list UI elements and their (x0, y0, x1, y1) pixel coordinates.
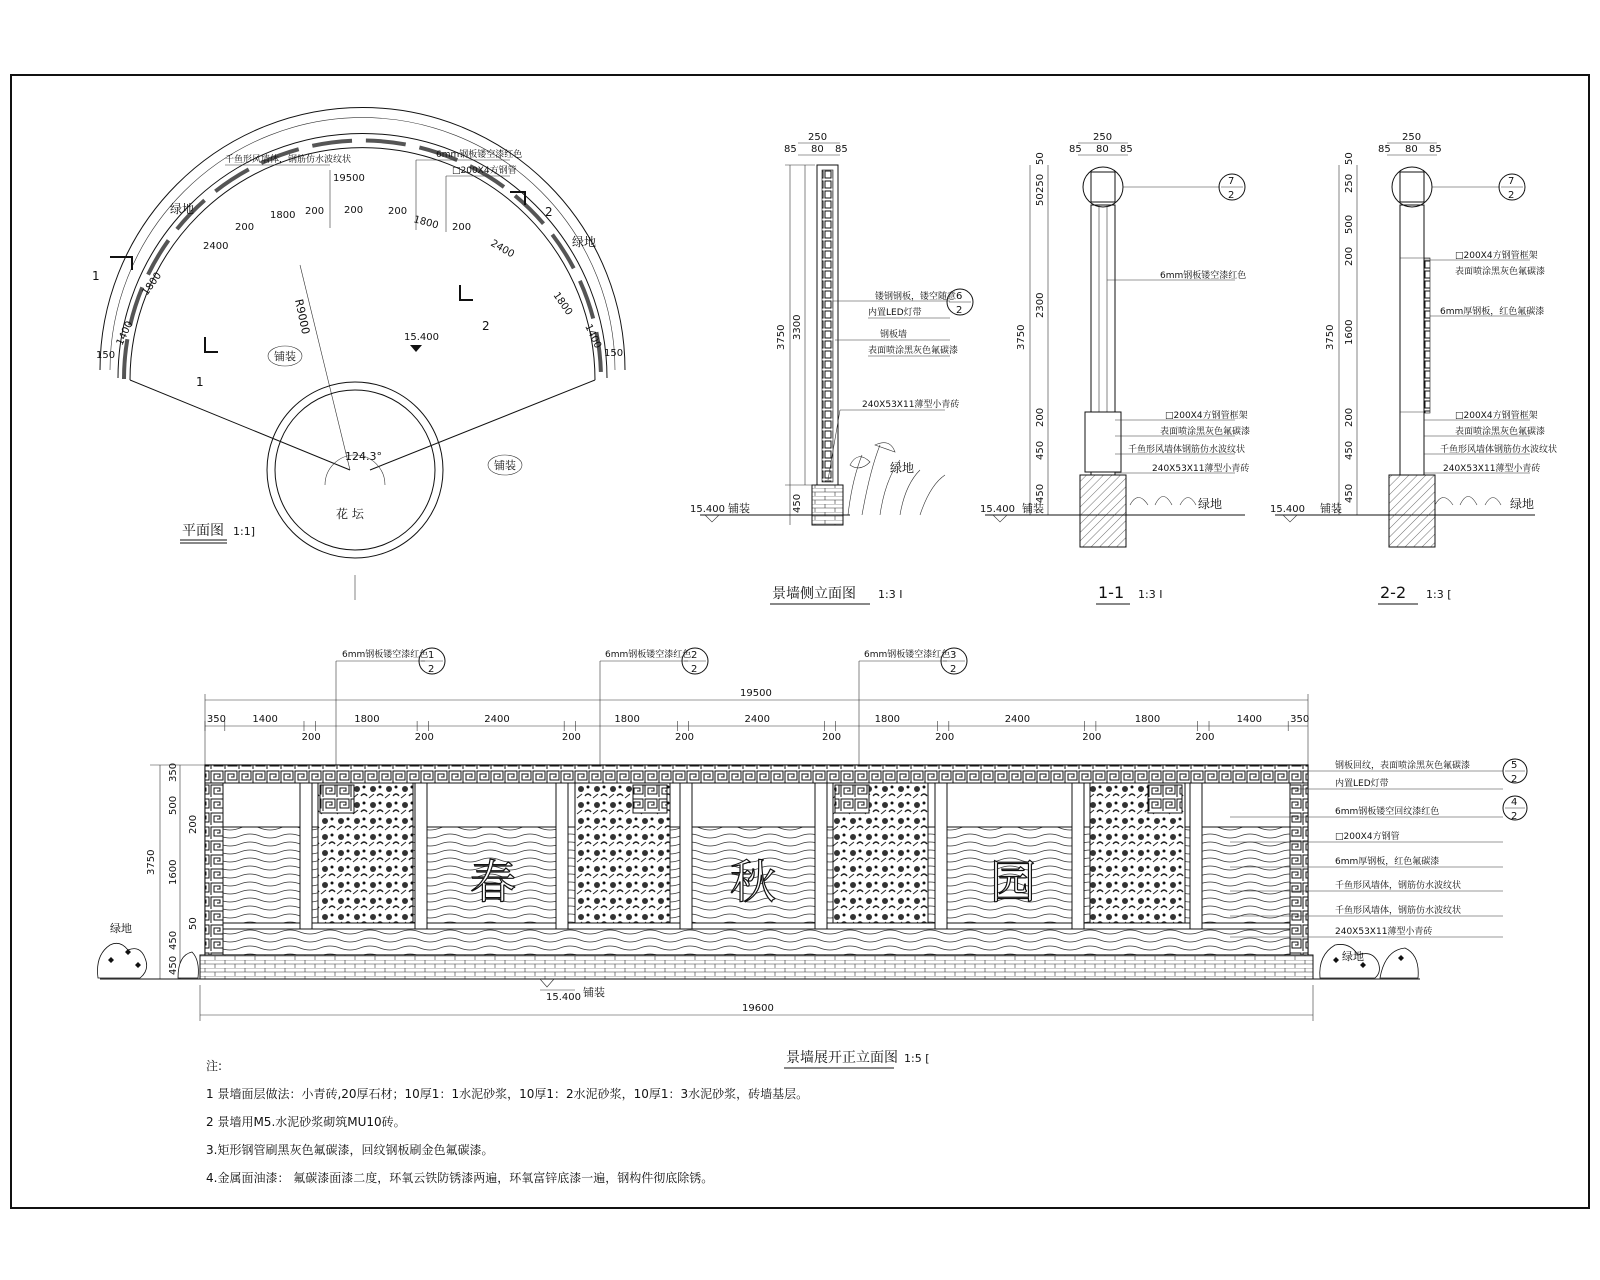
section-mark-1a: 1 (92, 269, 100, 283)
front-left-dim: 450 (168, 955, 179, 975)
plan-dim: 1800 (550, 290, 575, 318)
front-right-note: 240X53X11薄型小青砖 (1335, 927, 1433, 937)
s2-elevation-value: 15.400 (1270, 504, 1305, 515)
steel-post (556, 783, 568, 929)
plan-dim: 150 (604, 348, 624, 359)
s2-note: 6mm厚钢板，红色氟碳漆 (1440, 307, 1545, 317)
s2-dim: 85 (1429, 144, 1442, 155)
fret-block (1148, 785, 1182, 813)
front-top-dim: 1800 (354, 714, 380, 725)
s2-dim: 50 (1344, 152, 1355, 165)
s2-column (1400, 205, 1424, 475)
front-left-dim: 200 (188, 814, 199, 834)
wave-band-lower (223, 929, 1290, 955)
front-top-dim: 1800 (874, 714, 901, 725)
plan-dim: 1800 (140, 270, 165, 298)
s1-callout-den: 2 (1228, 190, 1235, 201)
s2-note: □200X4方钢管框架 (1455, 251, 1538, 261)
plan-wall-outer (118, 134, 607, 378)
s2-dim: 80 (1405, 144, 1418, 155)
plan-dim: 1800 (412, 214, 440, 232)
steel-post (1190, 783, 1202, 929)
s2-dim: 200 (1344, 246, 1355, 266)
s1-note: 6mm钢板镂空漆红色 (1160, 271, 1247, 281)
s1-dim: 450 (1035, 483, 1046, 503)
front-right-note: □200X4方钢管 (1335, 832, 1400, 842)
s2-green-label: 绿地 (1510, 497, 1535, 511)
front-left-dim: 350 (168, 762, 179, 782)
plan-dim: 200 (388, 206, 408, 217)
s1-elevation-value: 15.400 (980, 504, 1015, 515)
s2-callout-den: 2 (1508, 190, 1515, 201)
general-notes (206, 1059, 808, 1185)
plant-icon (1130, 497, 1196, 506)
section-mark-2b: 2 (482, 319, 490, 333)
s2-note: 240X53X11薄型小青砖 (1443, 464, 1541, 474)
front-top-dim: 1400 (252, 714, 278, 725)
plan-scale: 1:1] (233, 525, 255, 538)
note-item: 4.金属面油漆： 氟碳漆面漆二度，环氧云铁防锈漆两遍，环氧富锌底漆一遍，钢构件彻底除锈。 (206, 1171, 714, 1185)
front-right-note: 内置LED灯带 (1335, 779, 1389, 789)
side-dim: 80 (811, 144, 824, 155)
flowerbed-inner (275, 390, 435, 550)
front-top-dims (205, 714, 1309, 743)
note-item: 2 景墙用M5.水泥砂浆砌筑MU10砖。 (206, 1115, 406, 1129)
s1-dim: 450 (1035, 440, 1046, 460)
front-small-dim: 200 (935, 732, 955, 743)
front-total-top: 19500 (740, 688, 772, 699)
front-top-dim: 2400 (744, 714, 770, 725)
front-green-left: 绿地 (110, 922, 132, 935)
s1-note: 表面喷涂黑灰色氟碳漆 (1160, 427, 1251, 437)
fret-block (320, 785, 354, 813)
s2-dim: 250 (1344, 173, 1355, 193)
flowerbed-outer (267, 382, 443, 558)
front-left-dim: 3750 (146, 849, 157, 875)
s1-dim: 3750 (1016, 324, 1027, 350)
side-dim: 250 (808, 132, 828, 143)
front-callout-num: 2 (691, 650, 698, 661)
note-item: 1 景墙面层做法：小青砖,20厚石材；10厚1：1水泥砂浆，10厚1：2水泥砂浆，10厚1：3水泥砂浆，砖墙基层。 (206, 1087, 809, 1101)
plan-dim: 200 (235, 222, 255, 233)
steel-post (680, 783, 692, 929)
s1-dim: 2300 (1035, 292, 1046, 318)
char-yuan: 园 (990, 855, 1036, 909)
side-note: 表面喷涂黑灰色氟碳漆 (868, 346, 959, 356)
steel-post (415, 783, 427, 929)
s1-green-label: 绿地 (1198, 497, 1223, 511)
side-dim: 3300 (792, 314, 803, 340)
section-mark-2a: 2 (545, 205, 553, 219)
plan-green-right: 绿地 (572, 235, 597, 249)
s2-dim: 500 (1344, 214, 1355, 234)
s1-note: 千鱼形风墙体钢筋仿水波纹状 (1128, 445, 1246, 455)
plan-callout-steel-plate: 6mm钢板镂空漆红色 (436, 150, 523, 160)
plan-paving-b: 铺装 (494, 459, 516, 472)
fret-block (633, 785, 667, 813)
front-callout-num: 1 (428, 650, 435, 661)
front-paving-label: 铺装 (583, 986, 605, 999)
s1-dim: 85 (1120, 144, 1133, 155)
s2-scale: 1:3 [ (1426, 588, 1452, 601)
front-top-dim: 1800 (614, 714, 640, 725)
elevation-marker-icon (410, 345, 422, 352)
sheet-border (11, 75, 1589, 1208)
s2-paving-label: 铺装 (1320, 502, 1342, 515)
front-right-note: 钢板回纹，表面喷涂黑灰色氟碳漆 (1335, 761, 1471, 771)
fret-border-top (205, 765, 1308, 783)
front-top-dim: 1800 (1134, 714, 1161, 725)
side-title: 景墙侧立面图 (772, 586, 856, 602)
plan-flowerbed-label: 花 坛 (336, 507, 364, 521)
plan-green-left: 绿地 (170, 202, 195, 216)
s2-note: 表面喷涂黑灰色氟碳漆 (1455, 427, 1546, 437)
front-right-callout-den: 2 (1511, 774, 1518, 785)
s1-dim: 85 (1069, 144, 1082, 155)
plan-dim: 2400 (488, 238, 517, 261)
front-elevation-value: 15.400 (546, 992, 581, 1003)
s1-note: □200X4方钢管框架 (1165, 411, 1248, 421)
front-callout-den: 2 (950, 664, 957, 675)
section-mark-1b: 1 (196, 375, 204, 389)
side-callout-num: 6 (956, 291, 963, 302)
plan-dim: 1400 (582, 322, 604, 351)
s1-callout-num: 7 (1228, 176, 1235, 187)
notes-heading: 注: (206, 1059, 223, 1073)
front-right-note: 6mm厚钢板，红色氟碳漆 (1335, 857, 1440, 867)
front-left-dim: 450 (168, 930, 179, 950)
side-note: 镂钢钢板，镂空随意 (875, 292, 957, 302)
s2-callout-num: 7 (1508, 176, 1515, 187)
side-elevation-value: 15.400 (690, 504, 725, 515)
section-1-1 (980, 132, 1250, 604)
front-callout-text: 6mm钢板镂空漆红色 (605, 650, 692, 660)
s2-tube-section (1392, 167, 1432, 207)
front-right-callout-den: 2 (1511, 811, 1518, 822)
front-small-dim: 200 (561, 732, 581, 743)
s1-dim: 200 (1035, 407, 1046, 427)
front-top-dim: 2400 (484, 714, 510, 725)
side-green-label: 绿地 (890, 461, 915, 475)
plan-dim: 200 (344, 205, 364, 216)
side-dim: 85 (835, 144, 848, 155)
s1-footing (1080, 475, 1126, 547)
front-top-dim: 1400 (1236, 714, 1263, 725)
front-title: 景墙展开正立面图 (786, 1050, 898, 1066)
steel-post (815, 783, 827, 929)
s2-dim: 85 (1378, 144, 1391, 155)
front-small-dim: 200 (822, 732, 842, 743)
s2-dim: 3750 (1325, 324, 1336, 350)
plan-elevation: 15.400 (404, 332, 439, 343)
front-elevation (98, 648, 1528, 1068)
fret-block (835, 785, 869, 813)
plan-radius: R9000 (292, 297, 313, 336)
front-callout-text: 6mm钢板镂空漆红色 (864, 650, 951, 660)
front-top-dim: 2400 (1004, 714, 1031, 725)
front-right-note: 千鱼形风墙体，钢筋仿水波纹状 (1335, 906, 1462, 916)
s1-title: 1-1 (1098, 583, 1125, 602)
plan-paving-a: 铺装 (274, 350, 296, 363)
steel-post (935, 783, 947, 929)
s1-dim: 250 (1035, 173, 1046, 193)
front-small-dim: 200 (1082, 732, 1102, 743)
front-callout-num: 3 (950, 650, 957, 661)
plant-icon (1435, 497, 1501, 506)
s1-paving-label: 铺装 (1022, 502, 1044, 515)
plan-dim: 1400 (114, 319, 136, 348)
front-callout-den: 2 (428, 664, 435, 675)
s1-dim: 50 (1035, 193, 1046, 206)
front-total-bottom: 19600 (742, 1003, 774, 1014)
s1-scale: 1:3 I (1138, 588, 1163, 601)
char-chun: 春 (470, 855, 516, 909)
front-top-dim: 350 (1290, 714, 1310, 725)
fret-border-left (205, 783, 223, 955)
plan-arc-outer (100, 108, 625, 371)
front-left-dim: 1600 (168, 859, 179, 885)
side-dim: 450 (792, 493, 803, 513)
front-callout-text: 6mm钢板镂空漆红色 (342, 650, 429, 660)
front-left-dim: 500 (168, 795, 179, 815)
s2-title: 2-2 (1380, 583, 1407, 602)
front-top-dim: 350 (206, 714, 226, 725)
note-item: 3.矩形钢管刷黑灰色氟碳漆，回纹钢板刷金色氟碳漆。 (206, 1143, 494, 1157)
side-scale: 1:3 I (878, 588, 903, 601)
side-callout-den: 2 (956, 305, 963, 316)
front-scale: 1:5 [ (904, 1052, 930, 1065)
plant-icon (848, 445, 945, 515)
front-small-dim: 200 (674, 732, 695, 743)
plan-dim: 200 (452, 222, 472, 233)
s1-tube-section (1083, 167, 1123, 207)
plan-callout-tube: □200X4方钢管 (452, 166, 517, 176)
front-right-callout-num: 4 (1511, 797, 1518, 808)
side-note: 钢板墙 (880, 330, 908, 340)
plan-view (92, 108, 625, 601)
side-note: 内置LED灯带 (868, 308, 922, 318)
steel-post (300, 783, 312, 929)
s1-dim: 250 (1093, 132, 1113, 143)
s2-note: 千鱼形风墙体钢筋仿水波纹状 (1440, 445, 1558, 455)
s1-note: 240X53X11薄型小青砖 (1152, 464, 1250, 474)
side-elevation (690, 132, 973, 604)
brick-base (200, 955, 1313, 979)
s2-note: 表面喷涂黑灰色氟碳漆 (1455, 267, 1546, 277)
front-small-dim: 200 (1195, 732, 1215, 743)
s1-dim: 50 (1035, 152, 1046, 165)
plan-angle: 124.3° (345, 450, 382, 463)
front-right-note: 6mm钢板镂空回纹漆红色 (1335, 807, 1440, 817)
plan-callout-wall: 千鱼形风墙体，钢筋仿水波纹状 (225, 155, 352, 165)
front-small-dim: 200 (301, 732, 321, 743)
s2-dim: 200 (1344, 407, 1355, 427)
side-note: 240X53X11薄型小青砖 (862, 400, 960, 410)
s2-note: □200X4方钢管框架 (1455, 411, 1538, 421)
plan-total-dim: 19500 (333, 173, 365, 184)
front-green-right: 绿地 (1342, 950, 1364, 963)
s2-dim: 1600 (1344, 319, 1355, 345)
fret-border-right (1290, 783, 1308, 955)
section-2-2 (1270, 132, 1557, 604)
side-paving-label: 铺装 (728, 502, 750, 515)
steel-post (1072, 783, 1084, 929)
side-brick-base (812, 485, 843, 525)
s2-footing (1389, 475, 1435, 547)
side-dim: 85 (784, 144, 797, 155)
front-right-note: 千鱼形风墙体，钢筋仿水波纹状 (1335, 881, 1462, 891)
front-right-callout-num: 5 (1511, 760, 1518, 771)
s2-dim: 450 (1344, 483, 1355, 503)
s2-dim: 450 (1344, 440, 1355, 460)
plan-dim: 2400 (203, 241, 229, 252)
front-left-dim: 50 (188, 917, 199, 930)
plan-dim: 150 (96, 350, 116, 361)
s2-dim: 250 (1402, 132, 1422, 143)
side-dim: 3750 (776, 324, 787, 350)
plan-dim: 1800 (270, 210, 296, 221)
front-small-dim: 200 (414, 732, 434, 743)
front-callout-den: 2 (691, 664, 698, 675)
s1-dim: 80 (1096, 144, 1109, 155)
char-qiu: 秋 (730, 855, 776, 909)
plan-title: 平面图 (182, 523, 224, 539)
plan-dim: 200 (305, 206, 325, 217)
